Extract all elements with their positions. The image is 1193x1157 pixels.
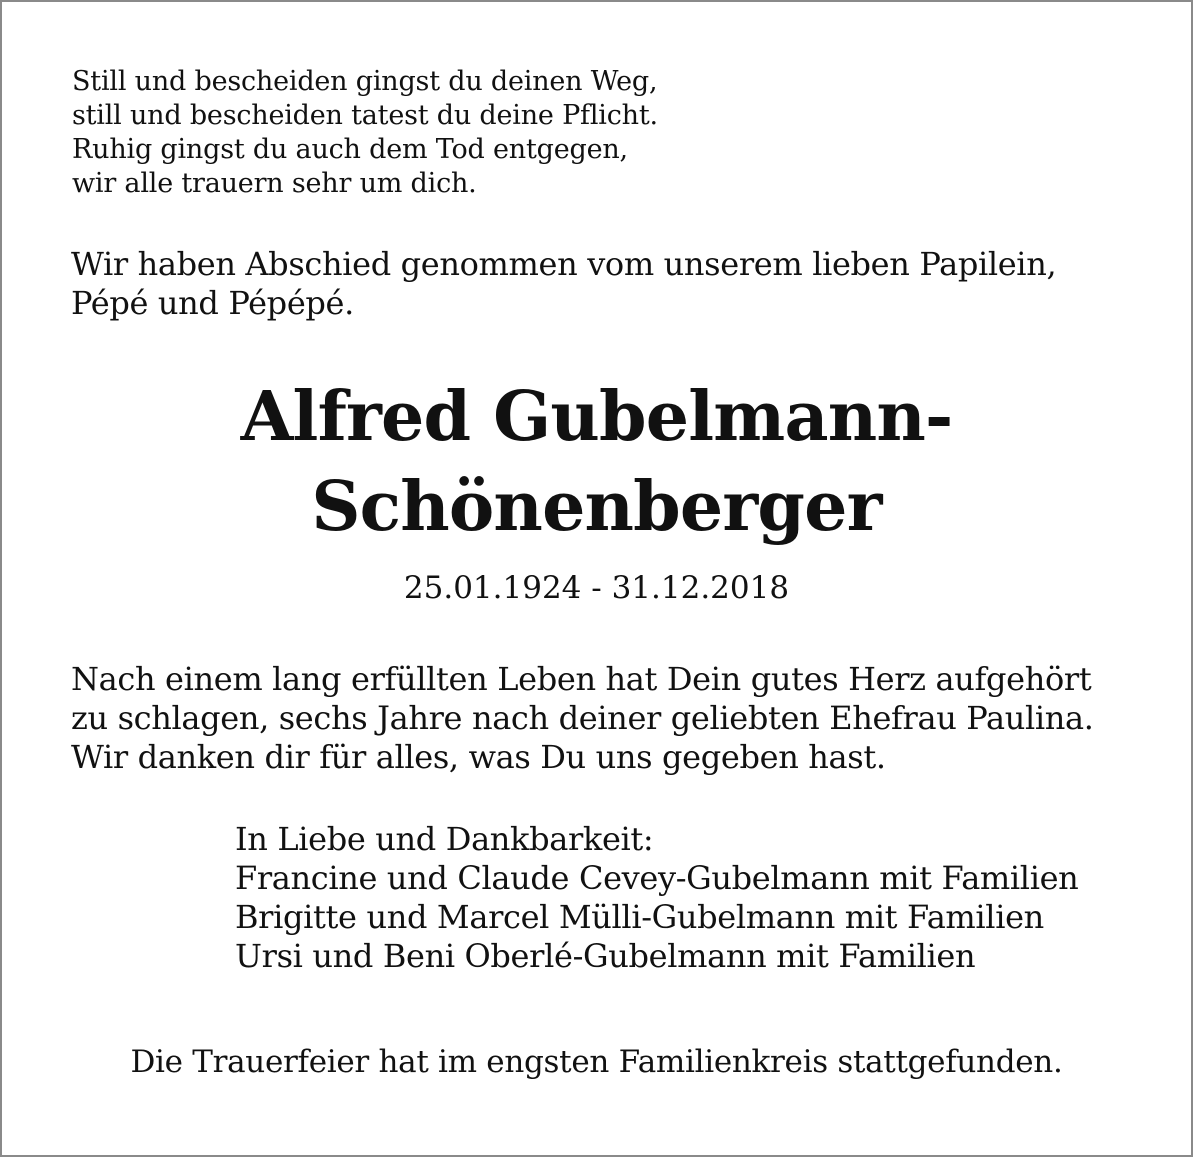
poem-line: still und bescheiden tatest du deine Pflicht. xyxy=(72,100,658,131)
message-line: zu schlagen, sechs Jahre nach deiner geliebten Ehefrau Paulina. xyxy=(71,699,1094,737)
signature-line: Ursi und Beni Oberlé-Gubelmann mit Familien xyxy=(235,937,976,975)
poem-line: Still und bescheiden gingst du deinen Weg, xyxy=(72,66,658,97)
signature-line: Francine und Claude Cevey-Gubelmann mit Familien xyxy=(235,859,1079,897)
life-dates: 25.01.1924 - 31.12.2018 xyxy=(403,570,790,606)
poem-line: Ruhig gingst du auch dem Tod entgegen, xyxy=(72,134,628,165)
intro-line: Wir haben Abschied genommen vom unserem lieben Papilein, xyxy=(71,245,1057,283)
message-line: Wir danken dir für alles, was Du uns gegeben hast. xyxy=(71,738,886,776)
poem-line: wir alle trauern sehr um dich. xyxy=(72,168,477,199)
signature-line: In Liebe und Dankbarkeit: xyxy=(235,820,654,858)
deceased-name-line: Schönenberger xyxy=(311,467,882,547)
closing-note: Die Trauerfeier hat im engsten Familienkreis stattgefunden. xyxy=(130,1044,1063,1080)
message-line: Nach einem lang erfüllten Leben hat Dein gutes Herz aufgehört xyxy=(71,660,1092,698)
intro-line: Pépé und Pépépé. xyxy=(71,284,354,322)
deceased-name-line: Alfred Gubelmann- xyxy=(240,377,953,457)
signature-line: Brigitte und Marcel Mülli-Gubelmann mit Familien xyxy=(235,898,1044,936)
